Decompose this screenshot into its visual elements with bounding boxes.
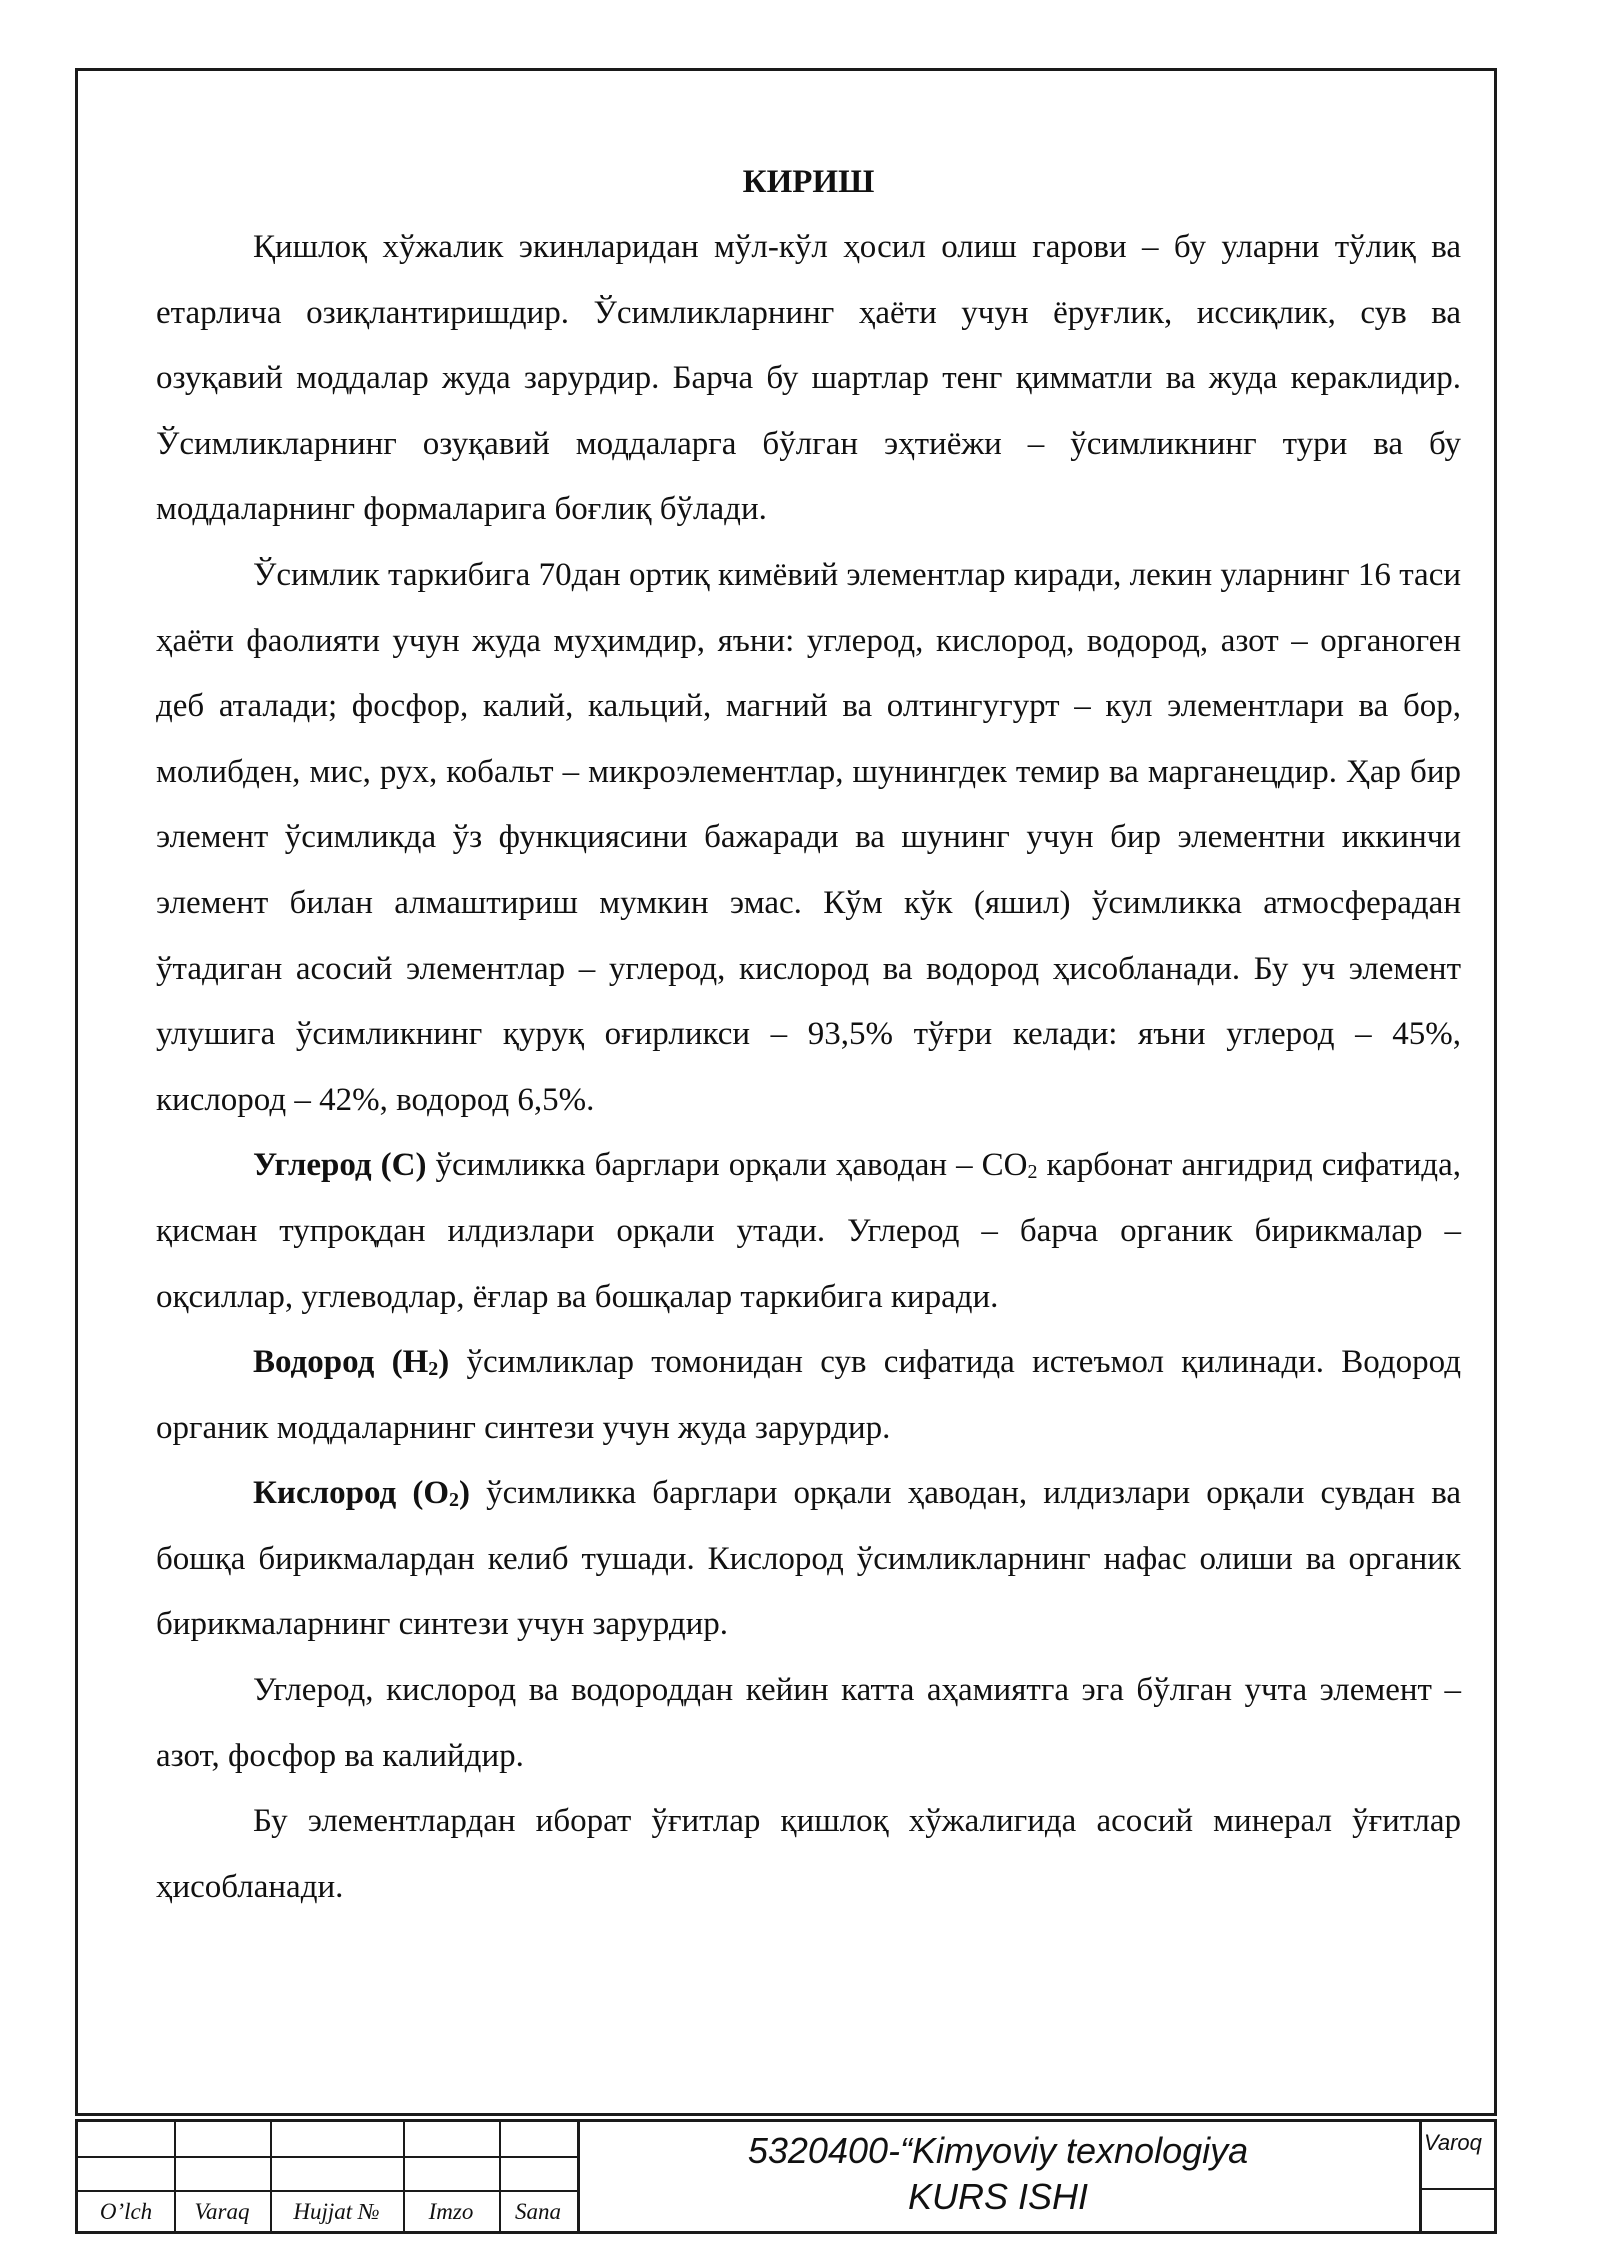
paragraph-oxygen bbox=[156, 1461, 1461, 1658]
term-hydrogen-text: Водород (Н bbox=[253, 1344, 429, 1381]
paragraph-7: Бу элементлардан иборат ўғитлар қишлоқ хўжалигида асосий минерал ўғитлар ҳисобланади. bbox=[156, 1803, 1461, 1905]
term-oxygen bbox=[253, 1475, 470, 1511]
paragraph-6: Углерод, кислород ва водороддан кейин катта аҳамиятга эга бўлган учта элемент – азот, фосфор ва калийдир. bbox=[156, 1672, 1461, 1774]
term-oxygen-close: ) bbox=[459, 1475, 470, 1512]
document-body bbox=[156, 149, 1461, 1920]
varoq-label: Varoq bbox=[1424, 2130, 1482, 2155]
paragraph-carbon-text-b: карбонат ангидрид сифатида, қисман тупроқдан илдизлари орқали утади. Углерод – барча органик бирикмалар – оқсиллар, углеводлар, ёғлар ва бошқалар таркибига киради. bbox=[156, 1147, 1461, 1315]
paragraph-hydrogen-text: ўсимликлар томонидан сув сифатида истеъмол қилинади. Водород органик моддаларнинг синтези учун жуда зарурдир. bbox=[156, 1344, 1461, 1446]
page-title: КИРИШ bbox=[742, 164, 875, 200]
paragraph-oxygen-text: ўсимликка барглари орқали ҳаводан, илдизлари орқали сувдан ва бошқа бирикмалардан келиб тушади. Кислород ўсимликларнинг нафас олиши ва органик бирикмаларнинг синтези учун зарурдир. bbox=[156, 1475, 1462, 1643]
term-carbon: Углерод (С) bbox=[253, 1147, 427, 1184]
subscript: 2 bbox=[428, 1358, 439, 1381]
col-imzo: Imzo bbox=[428, 2199, 474, 2224]
paragraph-1: Қишлоқ хўжалик экинларидан мўл-кўл ҳосил олиш гарови – бу уларни тўлиқ ва етарлича озиқлантиришдир. Ўсимликларнинг ҳаёти учун ёруғлик, иссиқлик, сув ва озуқавий моддалар жуда зарурдир. Барча бу шартлар тенг қимматли ва жуда кераклидир. Ўсимликларнинг озуқавий моддаларга бўлган эҳтиёжи – ўсимликнинг тури ва бу моддаларнинг формаларига боғлиқ бўлади. bbox=[156, 229, 1461, 528]
subscript: 2 bbox=[449, 1489, 459, 1512]
stamp-divider bbox=[1419, 2122, 1422, 2231]
col-olch: O’lch bbox=[99, 2199, 153, 2224]
page-frame bbox=[75, 68, 1497, 2116]
paragraph-hydrogen bbox=[156, 1330, 1461, 1461]
stamp-title-line-1: 5320400-“Kimyoviy texnologiya bbox=[747, 2130, 1249, 2171]
stamp-row-line bbox=[78, 2156, 577, 2158]
stamp-title-line-2: KURS ISHI bbox=[907, 2176, 1089, 2217]
col-sana: Sana bbox=[515, 2199, 561, 2224]
paragraph-carbon-text-a: ўсимликка барглари орқали ҳаводан – СО bbox=[426, 1147, 1028, 1184]
stamp-row-line bbox=[78, 2190, 577, 2192]
term-oxygen-text: Кислород (О bbox=[253, 1475, 449, 1512]
paragraph-carbon bbox=[156, 1133, 1461, 1330]
paragraph-2: Ўсимлик таркибига 70дан ортиқ кимёвий элементлар киради, лекин уларнинг 16 таси ҳаёти фаолияти учун жуда муҳимдир, яъни: углерод, кислород, водород, азот – органоген деб аталади; фосфор, калий, кальций, магний ва олтингугурт – кул элементлари ва бор, молибден, мис, рух, кобальт – микроэлементлар, шунингдек темир ва марганецдир. Ҳар бир элемент ўсимликда ўз функциясини бажаради ва шунинг учун бир элементни иккинчи элемент билан алмаштириш мумкин эмас. Кўм кўк (яшил) ўсимликка атмосферадан ўтадиган асосий элементлар – углерод, кислород ва водород ҳисобланади. Бу уч элемент улушига ўсимликнинг қуруқ оғирликси – 93,5% тўғри келади: яъни углерод – 45%, кислород – 42%, водород 6,5%. bbox=[156, 556, 1461, 1118]
term-hydrogen bbox=[253, 1344, 449, 1380]
stamp-row-line bbox=[1419, 2188, 1497, 2190]
col-varaq: Varaq bbox=[194, 2199, 250, 2224]
title-block bbox=[75, 2119, 1497, 2234]
term-hydrogen-close: ) bbox=[438, 1344, 450, 1381]
subscript: 2 bbox=[1027, 1161, 1038, 1184]
col-hujjat: Hujjat № bbox=[293, 2199, 380, 2224]
